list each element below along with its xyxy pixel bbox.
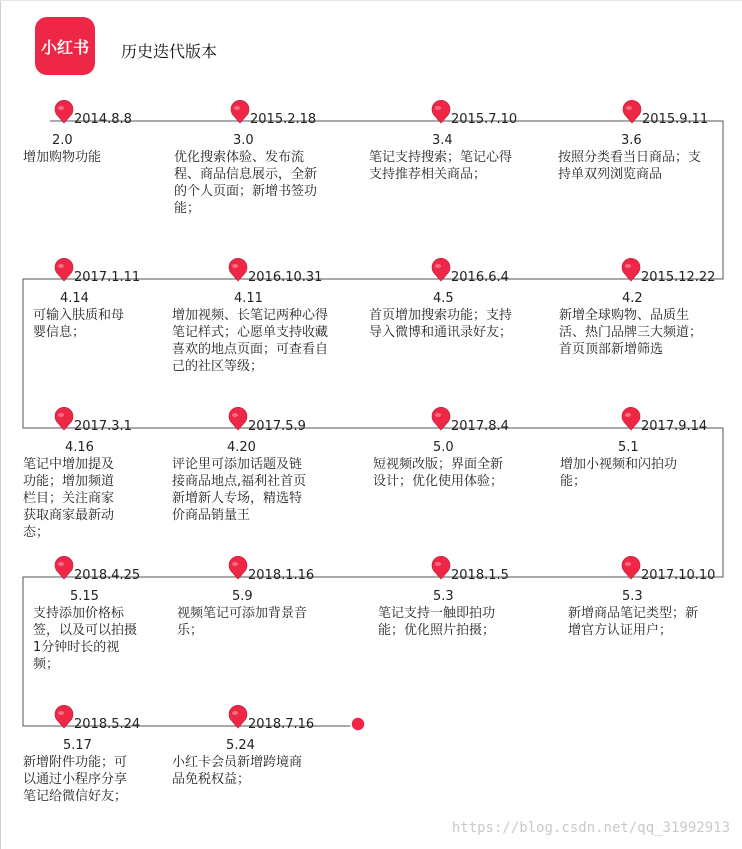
milestone-description: 新增商品笔记类型；新增官方认证用户； (568, 606, 699, 638)
milestone-date: 2015.9.11 (642, 112, 709, 127)
milestone-description: 笔记中增加提及功能；增加频道栏目；关注商家获取商家最新动态； (23, 457, 115, 540)
milestone-description: 增加视频、长笔记两种心得笔记样式；心愿单支持收藏喜欢的地点页面；可查看自己的社区等级； (172, 308, 329, 374)
milestone-version: 5.15 (70, 589, 99, 604)
map-pin-icon (432, 100, 450, 123)
milestone-date: 2017.10.10 (641, 568, 716, 583)
milestone-date: 2018.1.16 (248, 568, 315, 583)
milestone-date: 2018.4.25 (74, 568, 141, 583)
map-pin-icon (55, 705, 73, 728)
map-pin-icon (623, 100, 641, 123)
milestone-version: 4.2 (622, 291, 643, 306)
milestone-date: 2017.9.14 (641, 419, 708, 434)
milestone-version: 5.3 (622, 589, 643, 604)
milestone-version: 3.0 (233, 133, 254, 148)
milestone-date: 2017.3.1 (74, 419, 132, 434)
map-pin-icon (55, 100, 73, 123)
milestone-version: 4.11 (234, 291, 263, 306)
map-pin-icon (432, 556, 450, 579)
map-pin-icon (55, 258, 73, 281)
milestone-date: 2018.1.5 (451, 568, 509, 583)
map-pin-icon (229, 705, 247, 728)
milestone-date: 2014.8.8 (74, 112, 132, 127)
map-pin-icon (55, 407, 73, 430)
map-pin-icon (432, 258, 450, 281)
milestone-description: 增加小视频和闪拍功能； (560, 457, 678, 489)
map-pin-icon (229, 407, 247, 430)
milestone-description: 按照分类看当日商品；支持单双列浏览商品 (558, 150, 702, 182)
milestone-description: 小红卡会员新增跨境商品免税权益； (172, 755, 303, 787)
milestone-description: 评论里可添加话题及链接商品地点,福利社首页新增新人专场，精选特价商品销量王 (172, 457, 307, 523)
map-pin-icon (622, 258, 640, 281)
map-pin-icon (55, 556, 73, 579)
map-pin-icon (622, 407, 640, 430)
milestone-description: 可输入肤质和母婴信息； (33, 308, 125, 340)
map-pin-icon (231, 100, 249, 123)
milestone-description: 笔记支持搜索；笔记心得支持推荐相关商品； (369, 150, 513, 182)
milestone-date: 2016.10.31 (248, 270, 323, 285)
milestone-date: 2017.5.9 (248, 419, 306, 434)
milestone-description: 增加购物功能 (23, 150, 102, 165)
milestone-date: 2017.8.4 (451, 419, 509, 434)
milestone-version: 2.0 (52, 133, 73, 148)
milestone-version: 4.14 (60, 291, 89, 306)
milestone-version: 5.24 (226, 738, 255, 753)
page-title: 历史迭代版本 (121, 42, 218, 61)
app-logo: 小红书 (35, 17, 95, 75)
milestone-date: 2018.7.16 (248, 717, 315, 732)
milestone-description: 笔记支持一触即拍功能；优化照片拍摄； (378, 606, 496, 638)
milestone-date: 2017.1.11 (74, 270, 141, 285)
milestone-version: 3.6 (621, 133, 642, 148)
milestone-version: 3.4 (432, 133, 453, 148)
milestone-date: 2016.6.4 (451, 270, 509, 285)
milestone-description: 短视频改版；界面全新设计；优化使用体验； (373, 457, 504, 489)
milestone-description: 视频笔记可添加背景音乐； (177, 606, 308, 638)
milestone-version: 5.17 (63, 738, 92, 753)
map-pin-icon (432, 407, 450, 430)
milestone-date: 2015.12.22 (641, 270, 716, 285)
map-pin-icon (229, 556, 247, 579)
timeline-end-dot (351, 717, 365, 731)
milestone-description: 新增全球购物、品质生活、热门品牌三大频道；首页顶部新增筛选 (559, 308, 703, 357)
milestone-version: 5.0 (433, 440, 454, 455)
milestone-version: 5.9 (232, 589, 253, 604)
milestone-version: 4.20 (227, 440, 256, 455)
milestone-description: 优化搜索体验、发布流程、商品信息展示，全新的个人页面；新增书签功能； (174, 150, 318, 216)
milestone-version: 5.3 (433, 589, 454, 604)
milestone-version: 4.16 (65, 440, 94, 455)
milestone-date: 2018.5.24 (74, 717, 141, 732)
milestone-date: 2015.7.10 (451, 112, 518, 127)
watermark: https://blog.csdn.net/qq_31992913 (451, 820, 730, 836)
milestone-description: 新增附件功能；可以通过小程序分享笔记给微信好友； (23, 755, 128, 804)
milestone-date: 2015.2.18 (250, 112, 317, 127)
milestone-description: 支持添加价格标签，以及可以拍摄1分钟时长的视频； (33, 606, 138, 672)
milestone-version: 5.1 (618, 440, 639, 455)
milestone-description: 首页增加搜索功能；支持导入微博和通讯录好友； (369, 308, 513, 340)
map-pin-icon (229, 258, 247, 281)
map-pin-icon (622, 556, 640, 579)
milestone-version: 4.5 (433, 291, 454, 306)
